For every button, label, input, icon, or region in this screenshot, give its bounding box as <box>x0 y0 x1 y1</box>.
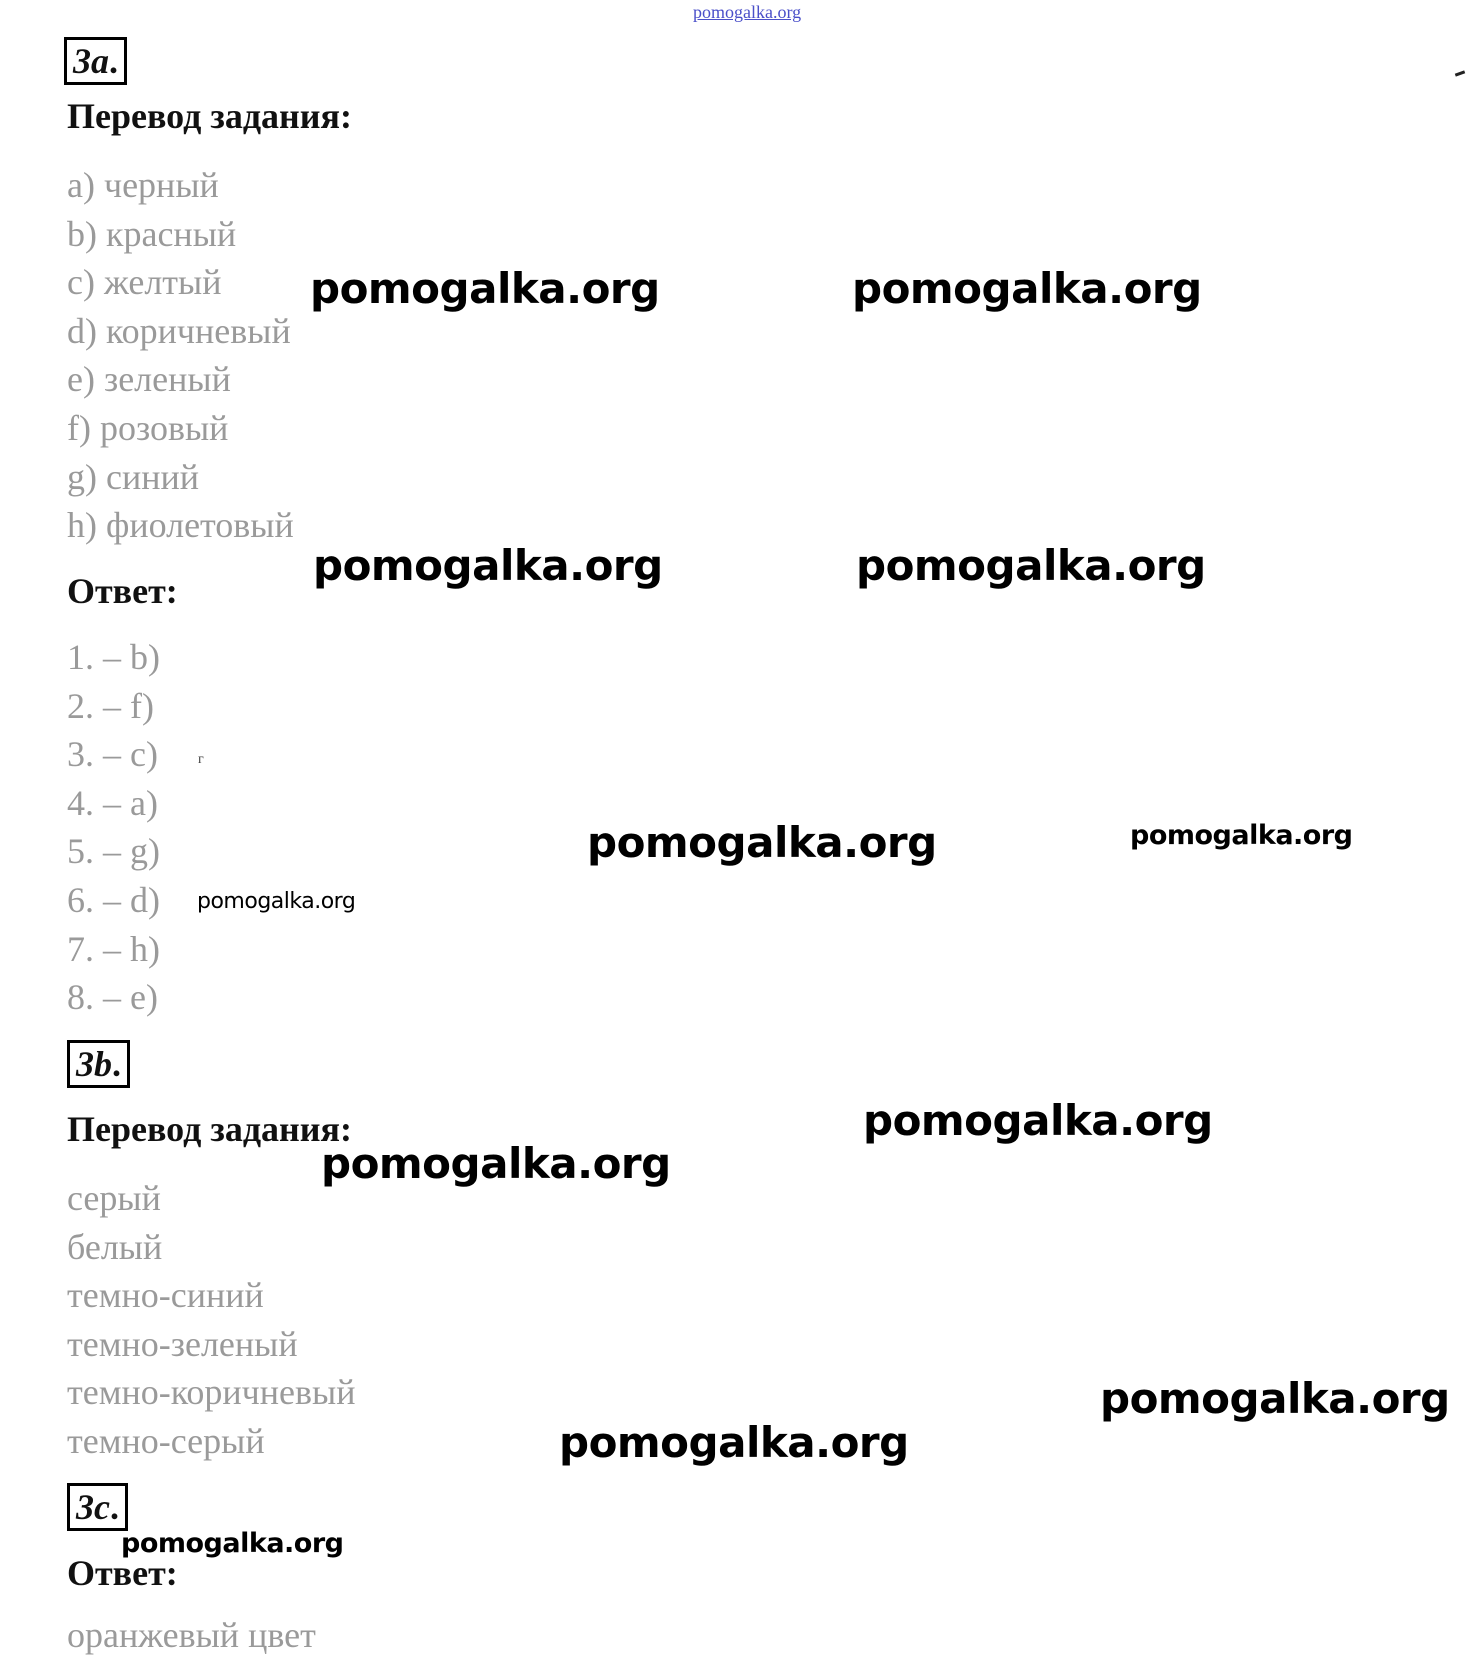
list-item: белый <box>67 1226 163 1267</box>
watermark-text: pomogalka.org <box>1100 1374 1450 1423</box>
watermark-text: pomogalka.org <box>321 1139 671 1188</box>
list-item: темно-зеленый <box>67 1323 298 1364</box>
watermark-text: pomogalka.org <box>856 541 1206 590</box>
watermark-text: pomogalka.org <box>587 818 937 867</box>
list-item: 2. – f) <box>67 685 154 726</box>
list-item: 4. – a) <box>67 782 158 823</box>
list-item: темно-коричневый <box>67 1372 356 1413</box>
list-item: темно-синий <box>67 1275 264 1316</box>
exercise-label-3b <box>67 1040 130 1088</box>
label-letter: c <box>94 1487 110 1527</box>
list-item: b) красный <box>67 213 237 254</box>
label-dot: . <box>112 1044 121 1084</box>
list-item: f) розовый <box>67 407 229 448</box>
watermark-text: pomogalka.org <box>197 889 356 914</box>
list-item: 8. – e) <box>67 977 158 1018</box>
label-number: 3 <box>76 1044 94 1084</box>
list-item: 7. – h) <box>67 928 160 969</box>
corner-scan-mark <box>1455 70 1465 76</box>
list-item: 5. – g) <box>67 831 160 872</box>
list-item: h) фиолетовый <box>67 505 294 546</box>
list-item: темно-серый <box>67 1420 265 1461</box>
list-item: 1. – b) <box>67 637 160 677</box>
label-letter: b <box>94 1044 112 1084</box>
label-letter: a <box>91 41 109 81</box>
list-item: серый <box>67 1178 161 1218</box>
exercise-label-3c <box>67 1483 128 1531</box>
watermark-text: pomogalka.org <box>863 1096 1213 1145</box>
list-item: e) зеленый <box>67 359 231 400</box>
list-item: 3. – c) <box>67 734 158 775</box>
translation-heading-3a: Перевод задания: <box>67 96 352 136</box>
watermark-text: pomogalka.org <box>852 264 1202 313</box>
watermark-text: pomogalka.org <box>559 1418 909 1467</box>
answer-text-3c: оранжевый цвет <box>67 1615 316 1655</box>
watermark-text: pomogalka.org <box>121 1528 344 1559</box>
label-dot: . <box>109 41 118 81</box>
watermark-text: pomogalka.org <box>313 541 663 590</box>
answer-heading-3c: Ответ: <box>67 1553 178 1593</box>
color-list-3a <box>67 161 294 550</box>
label-dot: . <box>109 1487 119 1527</box>
list-item: d) коричневый <box>67 310 291 351</box>
top-site-watermark[interactable]: pomogalka.org <box>693 2 802 22</box>
list-item: a) черный <box>67 165 219 205</box>
label-number: 3 <box>76 1487 94 1527</box>
answer-list-3a <box>67 633 160 1022</box>
label-number: 3 <box>73 41 91 81</box>
translation-heading-3b: Перевод задания: <box>67 1109 352 1149</box>
exercise-label-3a <box>64 37 127 85</box>
color-list-3b <box>67 1174 355 1466</box>
answer-heading-3a: Ответ: <box>67 571 178 611</box>
list-item: c) желтый <box>67 262 222 303</box>
watermark-text: pomogalka.org <box>1130 820 1353 851</box>
watermark-text: pomogalka.org <box>310 264 660 313</box>
stray-mark: г <box>198 752 204 767</box>
list-item: g) синий <box>67 456 200 497</box>
list-item: 6. – d) <box>67 879 160 920</box>
